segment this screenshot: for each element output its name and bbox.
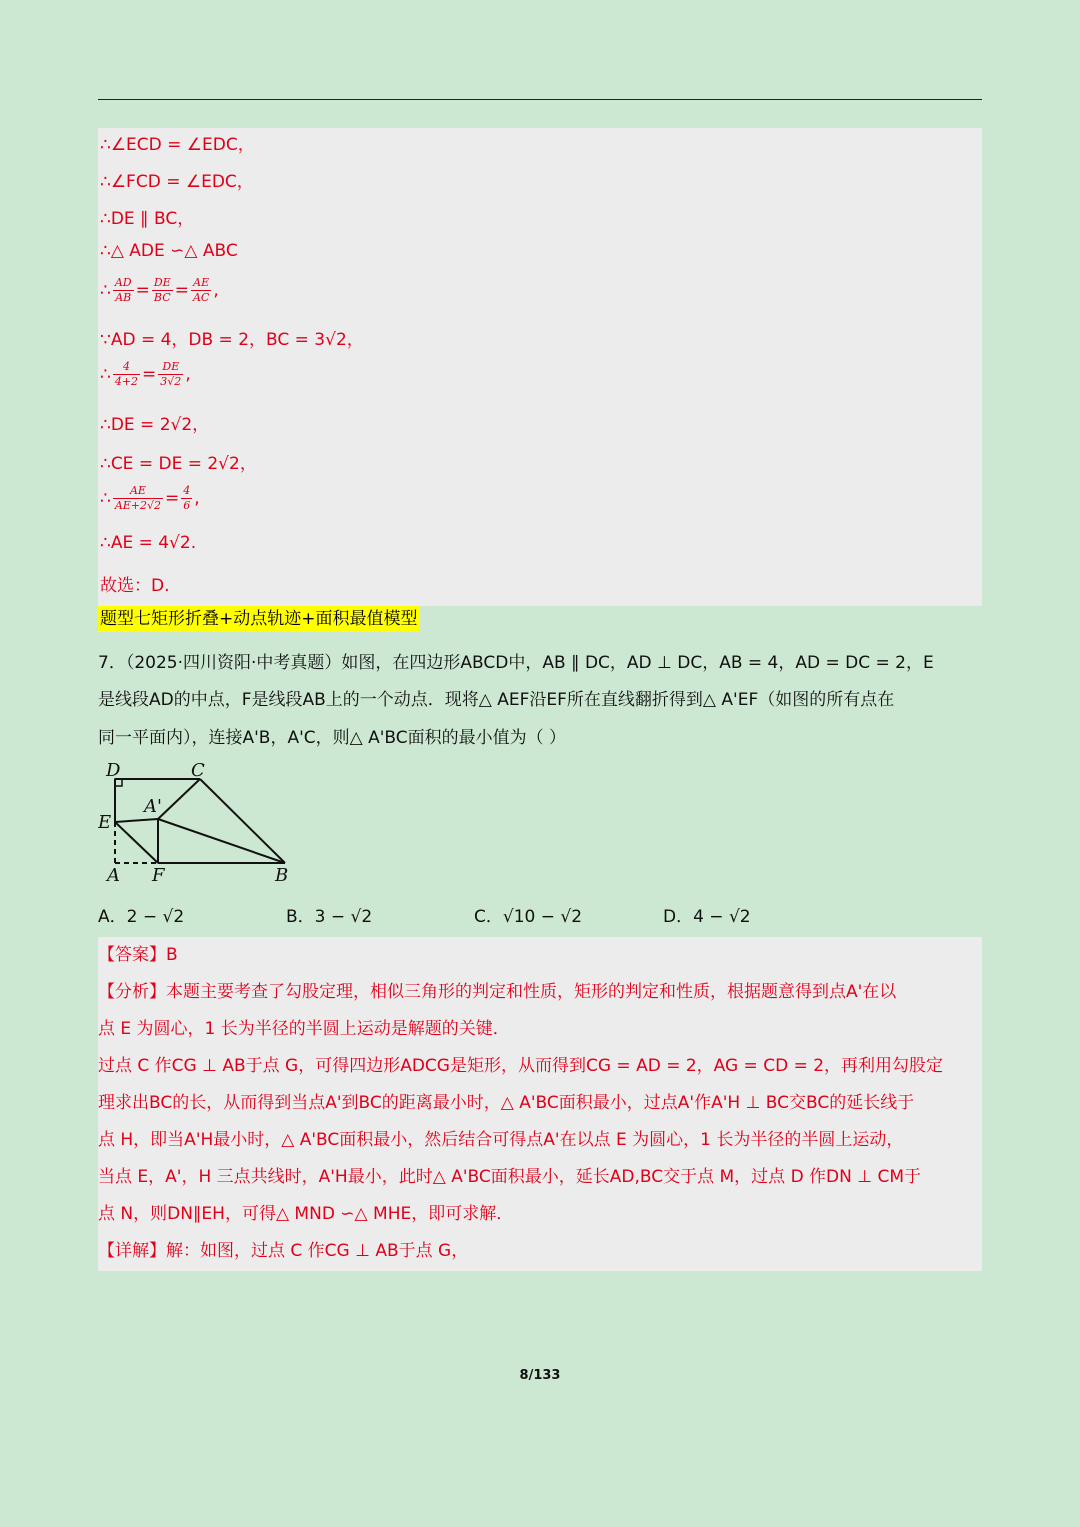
geometry-figure xyxy=(98,760,298,885)
solution-line-fractions: ∴ $\frac{AD}{AB}$ = $\frac{DE}{BC}$ = $\frac{AE}{AC}$ , xyxy=(100,276,219,304)
solution-line: ∴AE = 4√2. xyxy=(100,533,197,553)
page-number: 8/133 xyxy=(519,1368,561,1383)
segment-a1b xyxy=(158,819,285,863)
label-d: D xyxy=(106,760,121,781)
label-a-prime: A' xyxy=(144,796,162,817)
choice-b[interactable]: B．3 − √2 xyxy=(286,907,373,927)
analysis-line: 点 N，则DN∥EH，可得△ MND ∽△ MHE，即可求解． xyxy=(98,1204,514,1224)
analysis-line: 点 H，即当A'H最小时，△ A'BC面积最小，然后结合可得点A'在以点 E 为圆心，1 长为半径的半圆上运动， xyxy=(98,1130,904,1150)
question-line: 同一平面内），连接A'B，A'C，则△ A'BC面积的最小值为（ ） xyxy=(98,728,567,748)
label-f: F xyxy=(152,865,165,885)
question-line: 7．（2025·四川资阳·中考真题）如图，在四边形ABCD中，AB ∥ DC，AD ⊥ DC，AB = 4，AD = DC = 2，E xyxy=(98,653,934,673)
label-a: A xyxy=(107,865,120,885)
analysis-line: 【分析】本题主要考查了勾股定理，相似三角形的判定和性质，矩形的判定和性质，根据题意得到点A'在以 xyxy=(98,982,897,1002)
label-c: C xyxy=(191,760,205,781)
solution-line: ∴∠FCD = ∠EDC， xyxy=(100,172,254,192)
segment-ea1 xyxy=(115,819,158,822)
solution-line: ∴DE ∥ BC， xyxy=(100,209,195,229)
solution-line-fractions: ∴ $\frac{AE}{AE+2√2}$ = $\frac{4}{6}$ , xyxy=(100,484,200,512)
choice-a[interactable]: A．2 − √2 xyxy=(98,907,185,927)
choice-d[interactable]: D．4 − √2 xyxy=(663,907,751,927)
segment-cb xyxy=(200,779,285,863)
solution-line: 故选：D. xyxy=(100,576,170,596)
question-line: 是线段AD的中点，F是线段AB上的一个动点．现将△ AEF沿EF所在直线翻折得到△ A'EF（如图的所有点在 xyxy=(98,690,895,710)
analysis-line: 过点 C 作CG ⊥ AB于点 G，可得四边形ADCG是矩形，从而得到CG = AD = 2，AG = CD = 2，再利用勾股定 xyxy=(98,1056,944,1076)
solution-line: ∴CE = DE = 2√2， xyxy=(100,454,257,474)
analysis-line: 当点 E，A'，H 三点共线时，A'H最小，此时△ A'BC面积最小，延长AD,BC交于点 M，过点 D 作DN ⊥ CM于 xyxy=(98,1167,922,1187)
segment-a1c xyxy=(158,779,200,819)
header-rule xyxy=(98,99,982,100)
answer-line: 【答案】B xyxy=(98,945,178,965)
analysis-line: 点 E 为圆心，1 长为半径的半圆上运动是解题的关键． xyxy=(98,1019,510,1039)
label-e: E xyxy=(98,812,112,833)
solution-line: ∴DE = 2√2， xyxy=(100,415,210,435)
solution-line: ∵AD = 4，DB = 2，BC = 3√2， xyxy=(100,330,364,350)
analysis-line: 理求出BC的长，从而得到当点A'到BC的距离最小时，△ A'BC面积最小，过点A'作A'H ⊥ BC交BC的延长线于 xyxy=(98,1093,915,1113)
solution-line-fractions: ∴ $\frac{4}{4+2}$ = $\frac{DE}{3√2}$ , xyxy=(100,360,191,388)
detail-line: 【详解】解：如图，过点 C 作CG ⊥ AB于点 G， xyxy=(98,1241,469,1261)
solution-line: ∴∠ECD = ∠EDC， xyxy=(100,135,255,155)
solution-box xyxy=(98,128,982,606)
section-heading: 题型七矩形折叠+动点轨迹+面积最值模型 xyxy=(98,606,420,632)
choice-c[interactable]: C．√10 − √2 xyxy=(474,907,583,927)
segment-ef xyxy=(115,822,158,863)
solution-line: ∴△ ADE ∽△ ABC xyxy=(100,241,238,261)
label-b: B xyxy=(275,865,289,885)
